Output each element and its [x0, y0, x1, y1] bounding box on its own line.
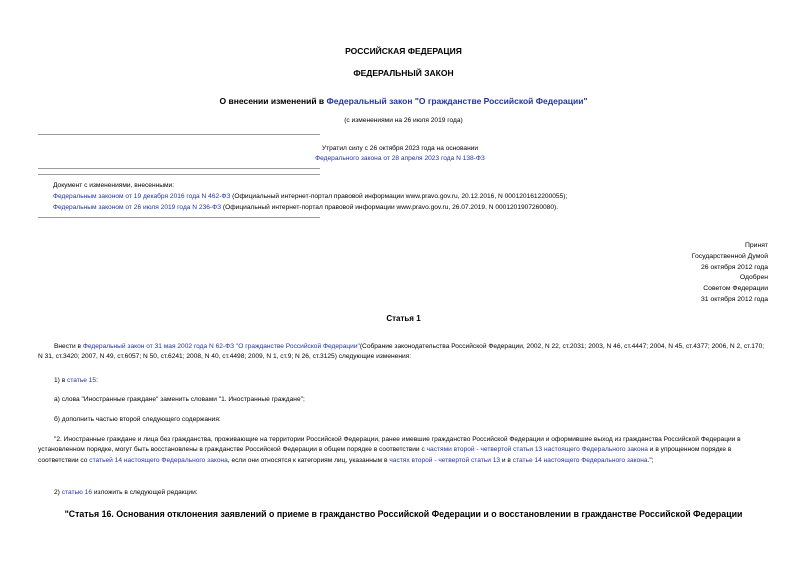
article-paragraph-6 [38, 488, 770, 498]
article-paragraph-4: б) дополнить частью второй следующего содержания: [54, 416, 221, 423]
divider-status [38, 168, 320, 169]
repeal-law-link[interactable]: Федерального закона от 28 апреля 2023 года N 138-ФЗ [315, 155, 485, 162]
doc-type-heading: ФЕДЕРАЛЬНЫЙ ЗАКОН [353, 68, 454, 78]
text-span: Внести в [54, 343, 83, 350]
status-link-line [40, 154, 760, 164]
law-62fz-link[interactable]: Федеральный закон от 31 мая 2002 года N 62-ФЗ "О гражданстве Российской Федерации" [82, 343, 360, 350]
changes-item [53, 192, 773, 202]
article-paragraph-5 [38, 435, 770, 466]
article-15-link[interactable]: статье 15 [67, 377, 97, 384]
adopted-label: Принят [744, 242, 768, 249]
country-heading: РОССИЙСКАЯ ФЕДЕРАЦИЯ [345, 46, 462, 56]
approved-date: 31 октября 2012 года [701, 295, 768, 303]
article-16-heading: "Статья 16. Основания отклонения заявлений о приеме в гражданство Российской Федерации и о восстановлении в гражданстве Российской Федерации [64, 509, 743, 519]
text-span: 1) в [54, 377, 68, 384]
divider-status-2 [38, 174, 320, 175]
article-heading: Статья 1 [386, 314, 421, 323]
status-line: Утратил силу с 26 октября 2023 года на основании [321, 145, 479, 152]
article-13-parts-link[interactable]: частями второй - четвертой статьи 13 настоящего Федерального закона [426, 446, 648, 454]
article-paragraph-1 [38, 342, 770, 363]
text-span: , если они относятся к категориям лиц, указанным в [227, 456, 390, 464]
divider-changes [38, 217, 320, 218]
title-prefix: О внесении изменений в [219, 96, 327, 106]
adopted-date: 26 октября 2012 года [701, 263, 768, 271]
amendment-source-2: (Официальный интернет-портал правовой информации www.pravo.gov.ru, 26.07.2019, N 0001201907260080). [221, 204, 559, 211]
article-13-parts-link-2[interactable]: частях второй - четвертой статьи 13 [389, 456, 501, 464]
changes-item [53, 203, 773, 213]
text-span: и в [500, 456, 513, 464]
text-span: изложить в следующей редакции: [92, 489, 198, 496]
text-span: и в упрощенном порядке в соответствии со [38, 446, 732, 464]
approved-label: Одобрен [739, 274, 768, 282]
divider-top [38, 134, 320, 135]
adopted-body: Государственной Думой [691, 252, 768, 260]
amendment-link-1[interactable]: Федеральным законом от 19 декабря 2016 года N 462-ФЗ [53, 193, 231, 200]
amendment-link-2[interactable]: Федеральным законом от 26 июля 2019 года N 236-ФЗ [53, 204, 222, 211]
text-span: : [96, 377, 98, 384]
text-span: ."; [647, 456, 654, 464]
title-law-link[interactable]: Федеральный закон "О гражданстве Российской Федерации" [326, 96, 588, 106]
changes-intro: Документ с изменениями, внесенными: [53, 182, 175, 189]
document-title [0, 96, 807, 106]
article-14-link-2[interactable]: статье 14 настоящего Федерального закона [512, 456, 648, 464]
article-paragraph-3: а) слова "Иностранные граждане" заменить словами "1. Иностранные граждане"; [54, 396, 305, 403]
text-span: 2) [54, 489, 62, 496]
approved-body: Советом Федерации [703, 285, 768, 293]
adoption-block [692, 241, 768, 306]
article-14-link[interactable]: статьей 14 настоящего Федерального закона [89, 456, 228, 464]
edition-note: (с изменениями на 26 июля 2019 года) [344, 117, 463, 124]
amendment-source-1: (Официальный интернет-портал правовой информации www.pravo.gov.ru, 20.12.2016, N 0001201612200055); [230, 193, 568, 200]
article-16-link[interactable]: статью 16 [61, 489, 93, 496]
text-span: "2. Иностранные граждане и лица без гражданства, проживающие на территории Российской Федерации, ранее имевшие гражданство Российской Федерации и оформившие выход из гражданства Российской Федерации в установленном порядке, могут быть восстановлены в гражданстве Российской Федерации в общем порядке в соответствии с [38, 436, 741, 454]
text-span: (Собрание законодательства Российской Федерации, 2002, N 22, ст.2031; 2003, N 46, ст.4447; 2004, N 45, ст.4377; 2006, N 2, ст.170; N 31, ст.3420; 2007, N 49, ст.6057; N 50, ст.6241; 2008, N 40, ст.4498; 2009, N 1, ст.9; N 26, ст.3125) следующие изменения: [38, 343, 765, 361]
article-paragraph-2 [38, 376, 770, 386]
